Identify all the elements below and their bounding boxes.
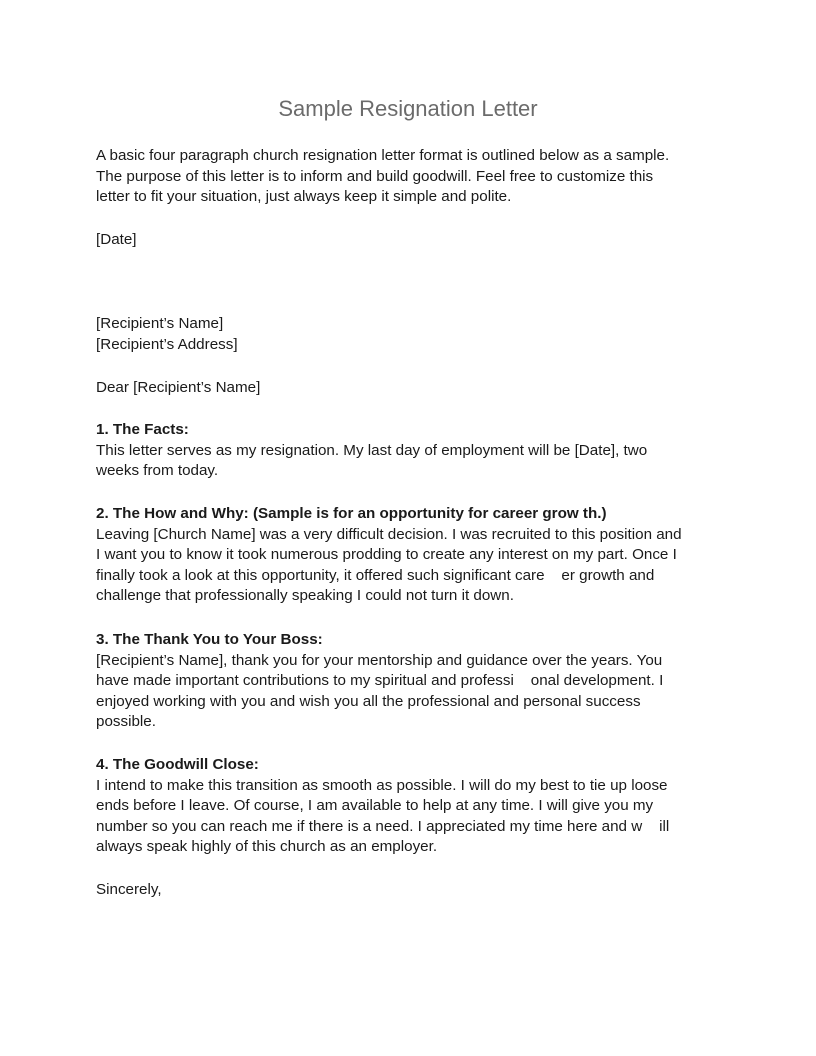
intro-line: The purpose of this letter is to inform and build goodwill. Feel free to customize this — [96, 167, 654, 185]
section-line: number so you can reach me if there is a need. I appreciated my time here and w ill — [96, 817, 670, 835]
intro-paragraph — [96, 146, 706, 208]
recipient-name: [Recipient’s Name] — [96, 315, 224, 332]
section-how-and-why — [96, 504, 706, 607]
section-heading: 2. The How and Why: (Sample is for an opportunity for career grow th.) — [96, 505, 607, 522]
section-line: [Recipient’s Name], thank you for your mentorship and guidance over the years. You — [96, 651, 663, 669]
recipient-block — [96, 314, 706, 355]
section-line: Leaving [Church Name] was a very difficult decision. I was recruited to this position and — [96, 525, 682, 543]
section-heading: 1. The Facts: — [96, 421, 189, 438]
section-heading: 3. The Thank You to Your Boss: — [96, 631, 323, 648]
section-thank-you — [96, 630, 706, 733]
recipient-address: [Recipient’s Address] — [96, 335, 238, 353]
intro-line: A basic four paragraph church resignation letter format is outlined below as a sample. — [96, 147, 670, 164]
section-line: This letter serves as my resignation. My last day of employment will be [Date], two — [96, 441, 648, 459]
date-placeholder: [Date] — [96, 231, 137, 248]
section-facts — [96, 420, 706, 482]
section-line: I intend to make this transition as smooth as possible. I will do my best to tie up loose — [96, 776, 668, 794]
section-line: possible. — [96, 713, 156, 731]
section-line: have made important contributions to my spiritual and professi onal development. I — [96, 672, 664, 690]
section-line: weeks from today. — [96, 462, 219, 480]
section-goodwill-close — [96, 755, 706, 858]
section-heading: 4. The Goodwill Close: — [96, 756, 259, 773]
section-line: challenge that professionally speaking I could not turn it down. — [96, 587, 514, 605]
document-title: Sample Resignation Letter — [278, 96, 538, 121]
section-line: finally took a look at this opportunity, it offered such significant care er growth and — [96, 566, 655, 584]
intro-line: letter to fit your situation, just always keep it simple and polite. — [96, 188, 512, 206]
section-line: always speak highly of this church as an employer. — [96, 838, 438, 856]
salutation: Dear [Recipient’s Name] — [96, 379, 261, 396]
section-line: ends before I leave. Of course, I am available to help at any time. I will give you my — [96, 797, 654, 815]
closing: Sincerely, — [96, 881, 162, 898]
section-line: enjoyed working with you and wish you all the professional and personal success — [96, 692, 641, 710]
section-line: I want you to know it took numerous prodding to create any interest on my part. Once I — [96, 546, 677, 564]
